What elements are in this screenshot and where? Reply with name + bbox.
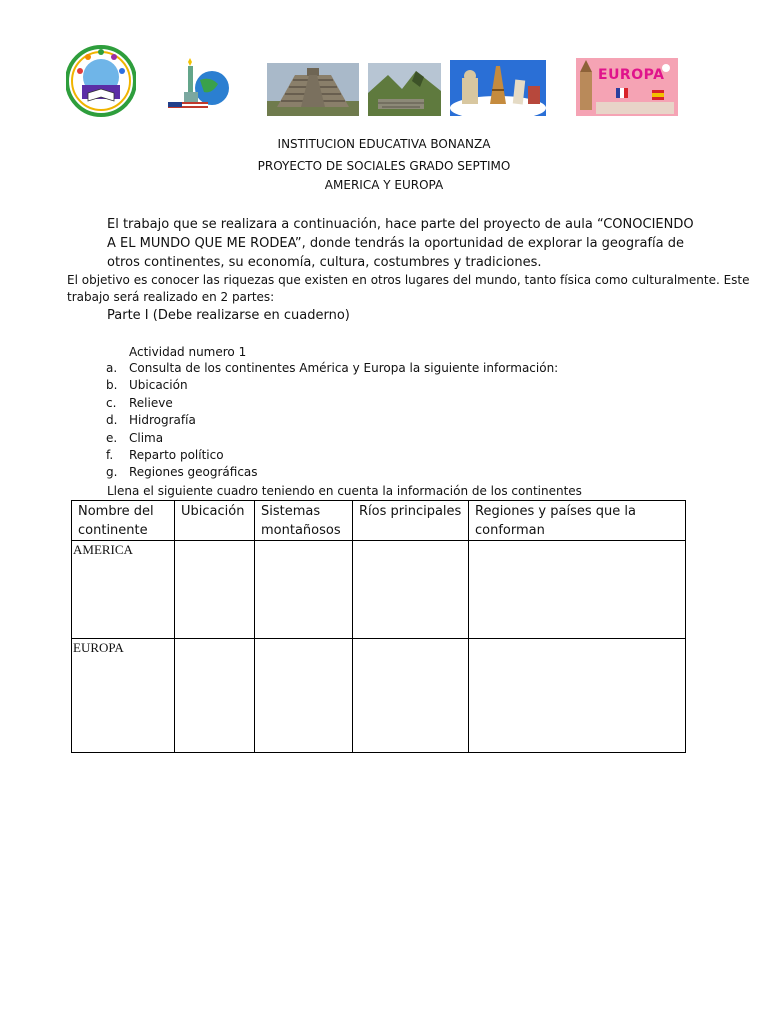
header-text: continente [78,523,148,538]
list-text: Relieve [129,395,173,410]
list-text: Reparto político [129,447,224,462]
header-text: conforman [475,523,545,538]
row-label-cell [72,541,175,639]
row-label: EUROPA [73,640,124,655]
list-marker: a. [106,361,118,375]
answer-cell[interactable] [353,541,469,639]
answer-cell[interactable] [469,639,686,753]
list-marker: e. [106,430,118,445]
answer-cell[interactable] [175,541,255,639]
table-header-row [72,501,686,541]
intro-line-1: El trabajo que se realizara a continuación, hace parte del proyecto de aula “CONOCIENDO [107,217,694,232]
row-label: AMERICA [73,542,133,557]
part-title: Parte I (Debe realizarse en cuaderno) [107,308,350,323]
answer-cell[interactable] [175,639,255,753]
header-cell [175,501,255,541]
header-cell [72,501,175,541]
row-label-cell [72,639,175,753]
list-marker: g. [106,465,118,480]
header-cell [469,501,686,541]
list-marker: c. [106,395,117,410]
project-title: PROYECTO DE SOCIALES GRADO SEPTIMO [257,159,511,173]
list-marker: d. [106,413,118,428]
answer-cell[interactable] [469,541,686,639]
header-cell [255,501,353,541]
header-text: montañosos [261,523,341,538]
continents-table [71,500,686,753]
header-cell [353,501,469,541]
table-instruction: Llena el siguiente cuadro teniendo en cuenta la información de los continentes [107,484,582,498]
list-marker: b. [106,378,118,393]
list-text: Consulta de los continentes América y Europa la siguiente información: [129,361,559,375]
table-row [72,541,686,639]
list-text: Ubicación [129,378,188,393]
answer-cell[interactable] [255,639,353,753]
list-text: Hidrografía [129,413,196,428]
header-text: Sistemas [261,504,321,519]
intro-line-3: otros continentes, su economía, cultura, costumbres y tradiciones. [107,255,542,270]
machu-picchu-photo [368,63,441,116]
mayan-pyramid-photo [267,63,359,116]
answer-cell[interactable] [255,541,353,639]
header-text: Ríos principales [359,504,462,519]
statue-of-liberty-globe [160,54,232,118]
list-text: Regiones geográficas [129,465,258,480]
header-text: Nombre del [78,504,154,519]
europa-banner-text: EUROPA [598,67,665,83]
header-text: Regiones y países que la [475,504,636,519]
list-marker: f. [106,447,114,462]
list-text: Clima [129,430,164,445]
objective-line-1: El objetivo es conocer las riquezas que existen en otros lugares del mundo, tanto física como culturalmente. Este [67,273,750,287]
intro-line-2: A EL MUNDO QUE ME RODEA”, donde tendrás la oportunidad de explorar la geografía de [107,236,684,251]
table-row [72,639,686,753]
objective-line-2: trabajo será realizado en 2 partes: [67,290,275,304]
school-crest-logo [66,45,136,117]
project-subtitle: AMERICA Y EUROPA [324,178,444,192]
europa-banner [576,58,678,116]
europe-landmarks-photo [450,60,546,116]
activity-title: Actividad numero 1 [129,345,247,359]
answer-cell[interactable] [353,639,469,753]
school-name: INSTITUCION EDUCATIVA BONANZA [277,137,491,151]
header-text: Ubicación [181,504,245,519]
